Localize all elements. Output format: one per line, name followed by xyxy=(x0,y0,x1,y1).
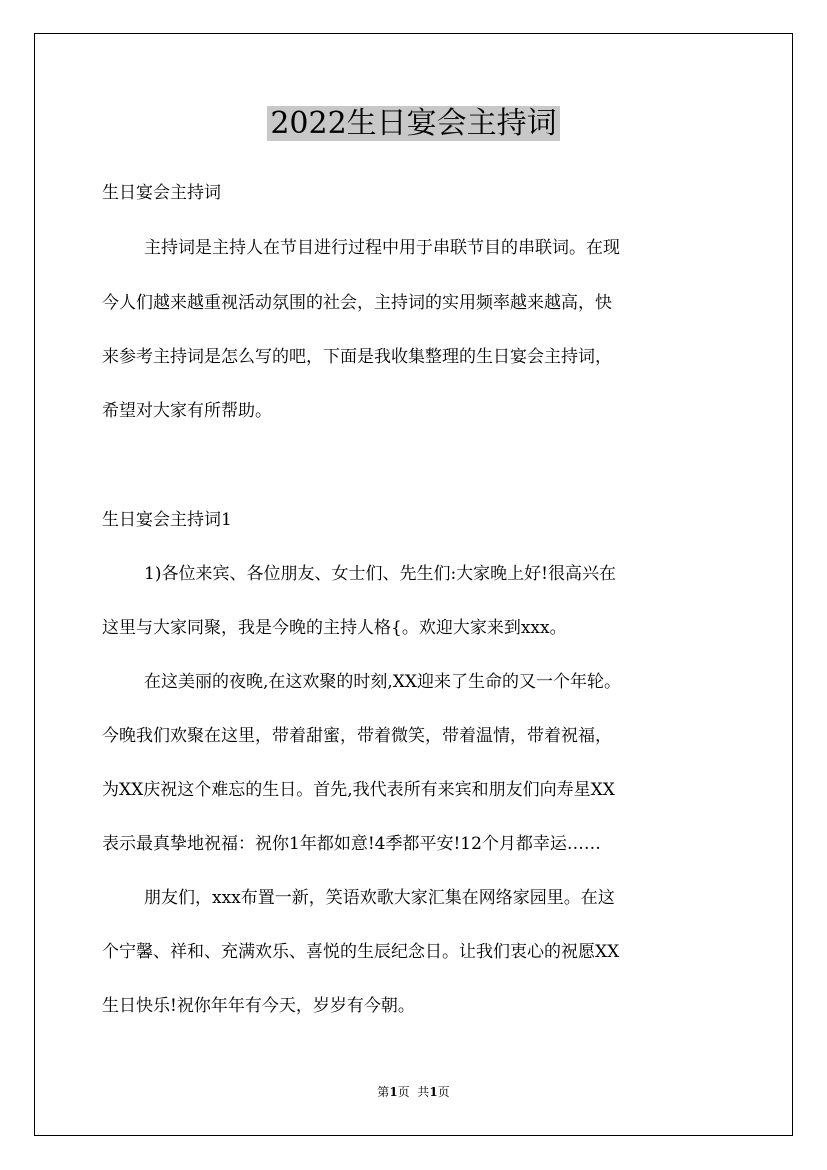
intro-line: 今人们越来越重视活动氛围的社会，主持词的实用频率越来越高，快 xyxy=(102,293,612,313)
page-number-prefix: 第 xyxy=(377,1085,390,1099)
intro-line: 希望对大家有所帮助。 xyxy=(102,401,272,421)
page-footer xyxy=(0,1083,827,1101)
body-line: 1)各位来宾、各位朋友、女士们、先生们:大家晚上好!很高兴在 xyxy=(144,564,617,584)
body-line: 为XX庆祝这个难忘的生日。首先,我代表所有来宾和朋友们向寿星XX xyxy=(102,780,615,800)
section-heading: 生日宴会主持词1 xyxy=(102,510,232,530)
page-number-suffix: 页 xyxy=(437,1085,450,1099)
document-title xyxy=(0,102,827,146)
intro-line: 主持词是主持人在节目进行过程中用于串联节目的串联词。在现 xyxy=(144,238,620,258)
body-line: 在这美丽的夜晚,在这欢聚的时刻,XX迎来了生命的又一个年轮。 xyxy=(144,672,622,692)
subtitle: 生日宴会主持词 xyxy=(102,183,221,203)
page-number-current: 1 xyxy=(389,1085,398,1099)
body-line: 这里与大家同聚，我是今晚的主持人格{。欢迎大家来到xxx。 xyxy=(102,618,567,638)
page-number-total: 1 xyxy=(429,1085,438,1099)
page-number-mid: 页 共 xyxy=(397,1085,430,1099)
body-line: 朋友们，xxx布置一新，笑语欢歌大家汇集在网络家园里。在这 xyxy=(144,888,615,908)
body-line: 个宁馨、祥和、充满欢乐、喜悦的生辰纪念日。让我们衷心的祝愿XX xyxy=(102,942,620,962)
body-line: 生日快乐!祝你年年有今天，岁岁有今朝。 xyxy=(102,996,415,1016)
intro-line: 来参考主持词是怎么写的吧，下面是我收集整理的生日宴会主持词， xyxy=(102,347,612,367)
body-line: 表示最真挚地祝福：祝你1年都如意!4季都平安!12个月都幸运…… xyxy=(102,834,601,854)
document-title-text: 2022生日宴会主持词 xyxy=(267,106,559,141)
body-line: 今晚我们欢聚在这里，带着甜蜜，带着微笑，带着温情，带着祝福， xyxy=(102,726,612,746)
